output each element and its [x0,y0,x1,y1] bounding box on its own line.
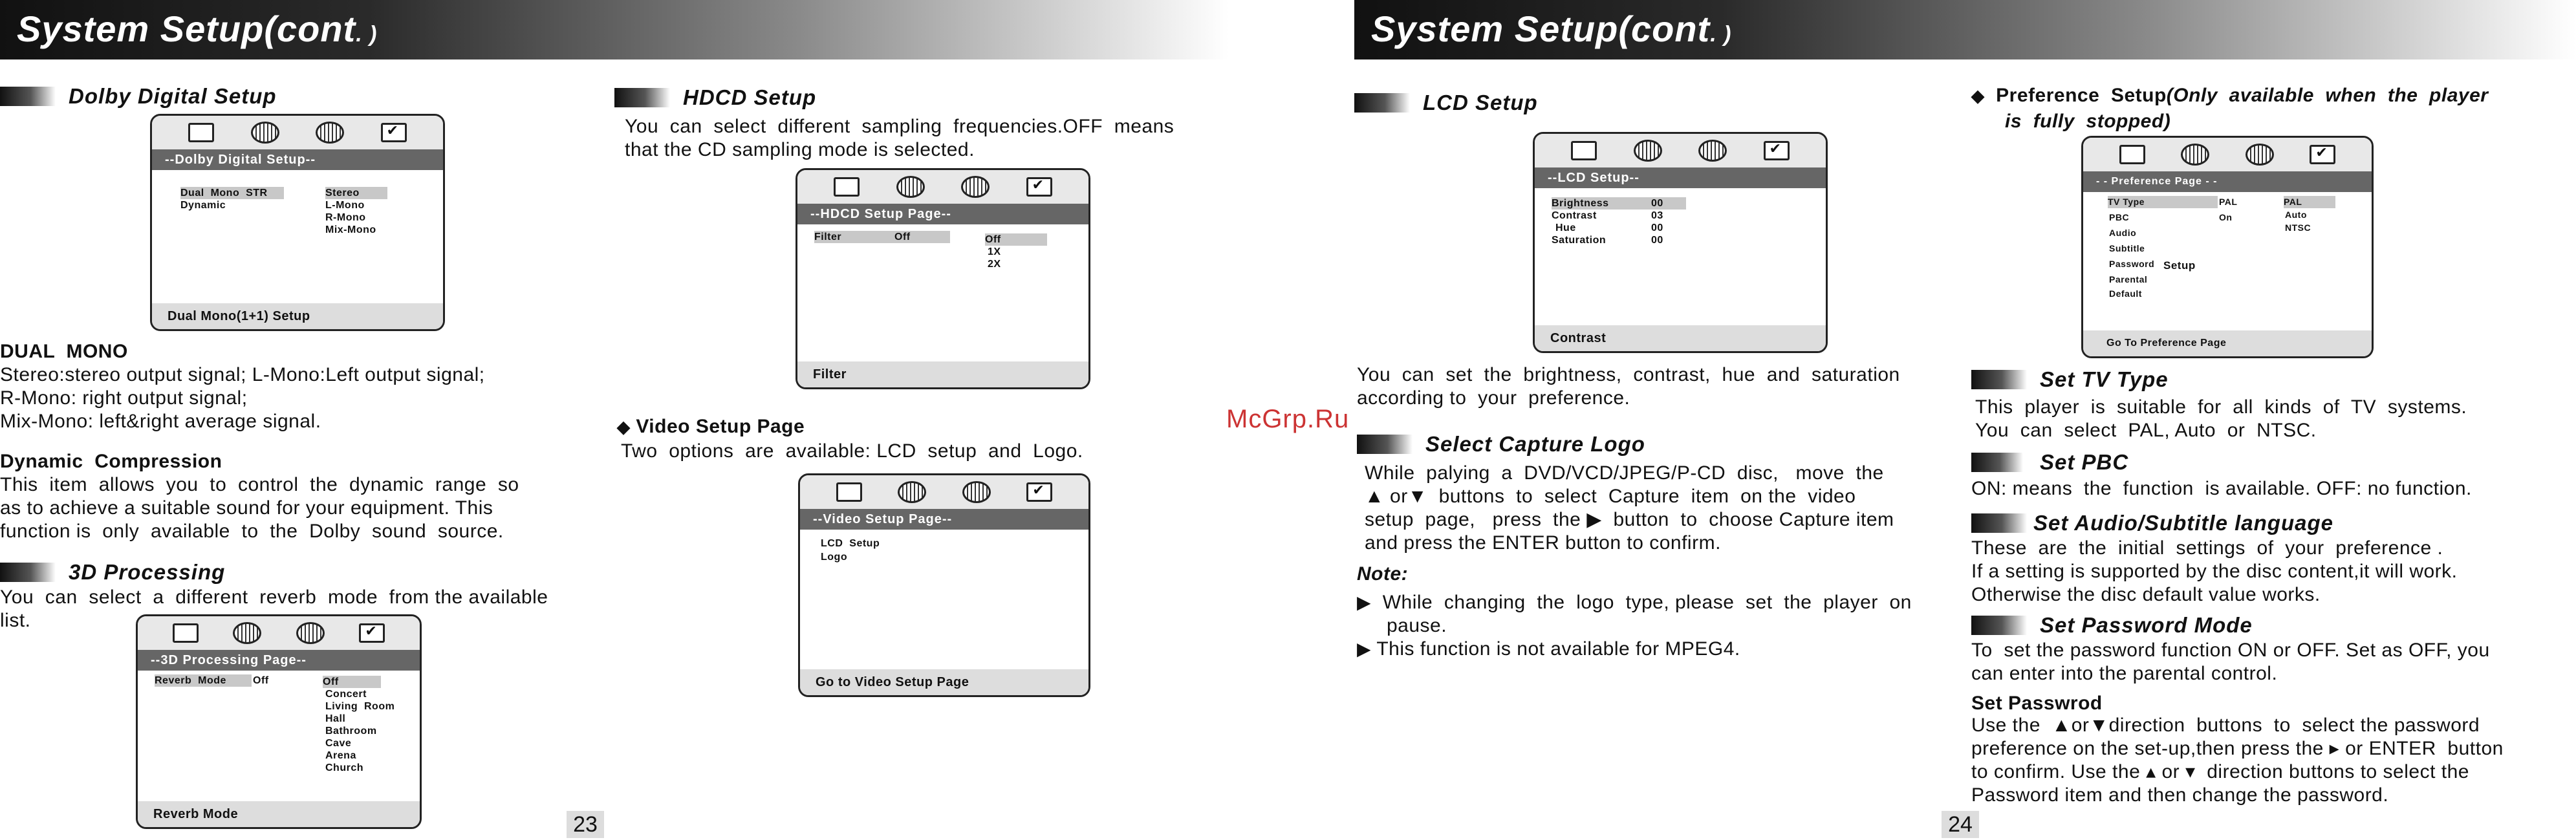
osd-value: Off [253,675,269,686]
audio-line: If a setting is supported by the disc content,it will work. [1971,561,2458,582]
osd-title: --Video Setup Page-- [800,509,1088,530]
osd-value: 00 [1651,235,1663,246]
audio-icon [233,622,261,644]
audio-heading: Set Audio/Subtitle language [2033,511,2333,535]
preference-title-cont: is fully stopped) [2005,111,2171,132]
osd-value: On [2219,212,2233,222]
note-item-cont: pause. [1387,615,1447,636]
video-title-text: Video Setup Page [636,416,805,437]
pbc-line: ON: means the function is available. OFF: no function. [1971,478,2472,499]
tv-icon [1571,141,1597,160]
heading-bar [1971,370,2027,389]
osd-footer: Go to Video Setup Page [800,669,1088,695]
osd-icon-bar [2083,138,2372,171]
lcd-line: according to your preference. [1357,387,1630,409]
osd-label: Password [2109,259,2155,269]
osd-label-contrast: Contrast [1552,210,1597,221]
osd-value: 03 [1651,210,1663,221]
osd-value: PAL [2219,197,2238,207]
hdcd-line: You can select different sampling frequencies.OFF means [625,116,1174,137]
audio-icon [896,176,925,198]
osd-title: --HDCD Setup Page-- [797,204,1088,224]
tv-type-line: This player is suitable for all kinds of TV systems. [1975,396,2467,418]
dolby-icon [961,176,990,198]
osd-option: PAL [2284,196,2335,208]
osd-label: Audio [2109,228,2137,238]
dynamic-line: This item allows you to control the dynamic range so [0,474,519,495]
tv-icon [834,177,860,197]
video-osd-screen [798,473,1090,697]
osd-option: 2X [988,259,1001,270]
osd-option: Church [325,762,363,773]
preference-icon [2310,145,2335,164]
right-banner [1354,0,2576,59]
page-number-right: 24 [1942,811,1979,838]
audio-icon [898,481,926,503]
note-item: ▶ This function is not available for MPEG4. [1357,638,1740,660]
dual-mono-line: R-Mono: right output signal; [0,387,248,409]
preference-icon [1026,177,1052,197]
osd-footer: Reverb Mode [138,801,420,827]
osd-item-dynamic: Dynamic [180,200,226,211]
preference-icon [1764,141,1790,160]
watermark: McGrp.Ru [1226,405,1350,433]
tv-type-line: You can select PAL, Auto or NTSC. [1975,420,2317,441]
audio-section-heading [1971,511,2424,534]
osd-label: Subtitle [2109,243,2145,253]
hdcd-section-heading [614,85,1067,109]
triangle-bullet-icon: ▶ [1357,592,1372,612]
tv-type-section-heading [1971,367,2424,391]
heading-bar [1971,453,2023,472]
osd-option: Cave [325,738,352,749]
osd-option-lmono: L-Mono [325,200,365,211]
osd-value: Off [894,232,911,242]
dolby-icon [316,122,344,144]
hdcd-line: that the CD sampling mode is selected. [625,139,975,160]
processing-osd-screen [136,614,422,829]
video-title [617,415,805,438]
capture-section-heading [1357,432,1810,455]
osd-option: NTSC [2285,222,2311,233]
right-banner-title: System Setup(cont. ) [1371,8,1732,49]
video-line: Two options are available: LCD setup and Logo. [621,440,1083,462]
osd-icon-bar [138,616,420,650]
osd-icon-bar [797,170,1088,204]
osd-item-filter: Filter [814,231,950,243]
heading-bar [1357,435,1412,454]
osd-option: Off [985,233,1047,246]
osd-item-dual-mono: Dual Mono STR [180,187,284,199]
processing-section-heading [0,560,453,583]
heading-bar [0,87,56,106]
osd-item-reverb: Reverb Mode [155,674,252,687]
processing-line: You can select a different reverb mode from the available [0,587,548,608]
capture-line: setup page, press the ▶ button to choose Capture item [1365,509,1894,530]
dolby-heading: Dolby Digital Setup [69,84,277,108]
password-mode-line: To set the password function ON or OFF. Set as OFF, you [1971,640,2490,661]
hdcd-osd-screen [796,168,1090,389]
osd-label: PBC [2109,212,2130,222]
osd-option: Living Room [325,701,395,712]
osd-label: Default [2109,288,2142,299]
osd-item-lcd-setup: LCD Setup [821,538,880,549]
set-password-line: Use the ▲or▼direction buttons to select the password [1971,715,2480,736]
osd-item-logo: Logo [821,552,848,563]
osd-footer: Go To Preference Page [2083,330,2372,356]
dynamic-line: as to achieve a suitable sound for your equipment. This [0,497,493,519]
osd-label-brightness: Brightness [1552,197,1686,210]
diamond-bullet-icon: ◆ [617,417,631,436]
processing-line: list. [0,610,31,631]
osd-body [152,170,443,303]
heading-bar [1971,616,2027,635]
dual-mono-line: Stereo:stereo output signal; L-Mono:Left output signal; [0,364,485,385]
set-password-line: Password item and then change the password. [1971,784,2389,806]
osd-footer: Contrast [1535,325,1826,351]
dolby-icon [962,481,991,503]
dual-mono-title: DUAL MONO [0,341,128,362]
heading-bar [1971,513,2027,533]
page-number-left: 23 [567,811,604,838]
note-item: ▶ While changing the logo type, please set the player on [1357,592,1912,613]
heading-bar [614,88,670,107]
preference-title: ◆ Preference Setup(Only available when the player [1971,85,2489,106]
dynamic-line: function is only available to the Dolby sound source. [0,521,504,542]
osd-icon-bar [152,116,443,149]
tv-icon [188,123,214,142]
osd-body [800,530,1088,669]
preference-osd-screen [2081,136,2374,358]
osd-body [797,224,1088,361]
set-password-line: to confirm. Use the ▴ or ▾ direction buttons to select the [1971,761,2469,782]
capture-heading: Select Capture Logo [1425,432,1645,456]
dolby-section-heading [0,84,453,107]
osd-footer: Dual Mono(1+1) Setup [152,303,443,329]
audio-icon [251,122,279,144]
lcd-section-heading [1354,91,1742,114]
audio-icon [2181,144,2209,166]
audio-icon [1634,140,1662,162]
tv-type-heading: Set TV Type [2040,367,2169,391]
pbc-heading: Set PBC [2040,450,2129,474]
dolby-osd-screen [150,114,445,331]
note-title: Note: [1357,563,1409,585]
osd-icon-bar [800,475,1088,509]
osd-title: --3D Processing Page-- [138,650,420,671]
osd-label-hue: Hue [1555,222,1576,233]
osd-option: Off [323,676,381,688]
capture-line: and press the ENTER button to confirm. [1365,532,1721,554]
password-mode-line: can enter into the parental control. [1971,663,2278,684]
capture-line: While palying a DVD/VCD/JPEG/P-CD disc, move the [1365,462,1884,484]
preference-icon [359,623,385,643]
processing-heading: 3D Processing [69,560,226,584]
osd-label-saturation: Saturation [1552,235,1607,246]
lcd-osd-screen [1533,132,1828,353]
triangle-bullet-icon: ▶ [1357,639,1372,659]
dual-mono-line: Mix-Mono: left&right average signal. [0,411,321,432]
osd-footer: Filter [797,361,1088,387]
lcd-heading: LCD Setup [1423,91,1538,114]
tv-icon [173,623,199,643]
osd-label-setup: Setup [2163,259,2196,272]
osd-option-stereo: Stereo [325,187,387,199]
osd-option: Arena [325,750,356,761]
osd-body [138,671,420,801]
osd-body [1535,188,1826,325]
hdcd-heading: HDCD Setup [683,85,817,109]
audio-line: These are the initial settings of your preference . [1971,537,2443,559]
tv-icon [2119,145,2145,164]
osd-option: 1X [988,246,1001,257]
lcd-line: You can set the brightness, contrast, hue and saturation [1357,364,1900,385]
osd-title: --Dolby Digital Setup-- [152,149,443,170]
osd-option-rmono: R-Mono [325,212,366,223]
osd-option: Concert [325,689,367,700]
capture-line: ▲ or▼ buttons to select Capture item on the video [1365,486,1856,507]
preference-icon [1026,482,1052,502]
osd-icon-bar [1535,134,1826,167]
pbc-section-heading [1971,450,2424,473]
osd-option-mixmono: Mix-Mono [325,224,376,235]
diamond-bullet-icon: ◆ [1971,86,1985,105]
dolby-icon [2246,144,2274,166]
osd-body [2083,192,2372,330]
dolby-icon [1698,140,1727,162]
dynamic-title: Dynamic Compression [0,451,222,472]
heading-bar [1354,93,1410,113]
left-banner [0,0,1229,59]
password-mode-section-heading [1971,613,2424,636]
osd-value: 00 [1651,198,1663,209]
osd-label: TV Type [2108,196,2218,208]
tv-icon [836,482,862,502]
heading-bar [0,563,56,582]
osd-label: Parental [2109,274,2148,285]
set-password-line: preference on the set-up,then press the ▸ or ENTER button [1971,738,2504,759]
preference-icon [381,123,407,142]
dolby-icon [296,622,325,644]
osd-title: - - Preference Page - - [2083,171,2372,192]
osd-option: Hall [325,713,346,724]
password-mode-heading: Set Password Mode [2040,613,2253,637]
osd-title: --LCD Setup-- [1535,167,1826,188]
osd-value: 00 [1651,222,1663,233]
audio-line: Otherwise the disc default value works. [1971,584,2321,605]
osd-option: Auto [2285,210,2307,220]
osd-option: Bathroom [325,726,377,737]
set-password-title: Set Passwrod [1971,693,2103,714]
left-banner-title: System Setup(cont. ) [17,8,378,49]
